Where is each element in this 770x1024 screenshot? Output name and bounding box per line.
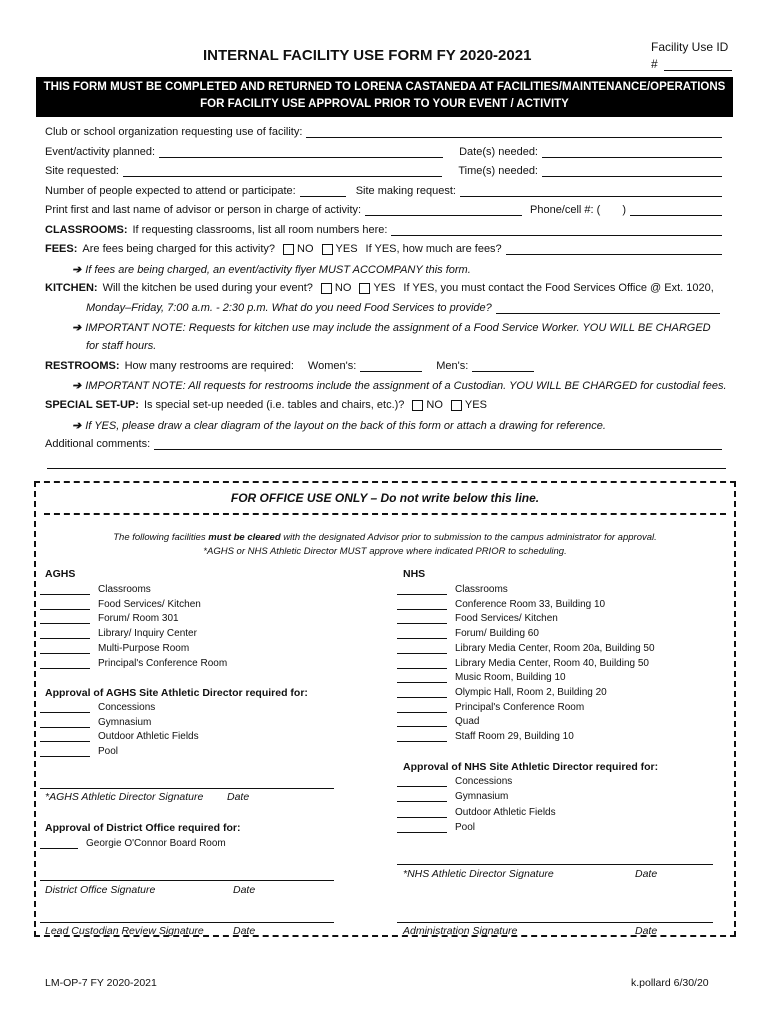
checklist-item[interactable] [40,643,189,654]
womens-label: Women's: [307,360,357,372]
checklist-blank[interactable] [40,658,90,669]
fees-input[interactable] [506,243,722,255]
fees-no-checkbox[interactable] [283,244,294,255]
aghs-title: AGHS [45,568,76,580]
dates-input[interactable] [542,146,722,158]
checklist-label: Gymnasium [455,791,509,803]
checklist-blank[interactable] [40,599,90,610]
checklist-item[interactable] [40,628,197,639]
setup-yes-checkbox[interactable] [451,400,462,411]
office-divider [44,513,726,515]
checklist-item[interactable] [397,613,558,624]
nhs-signature-line[interactable] [397,864,713,865]
checklist-blank[interactable] [397,807,447,818]
mens-label: Men's: [436,360,469,372]
checklist-label: Conference Room 33, Building 10 [455,598,606,610]
times-input[interactable] [542,165,722,177]
checklist-item[interactable] [40,658,227,669]
checklist-label: Library Media Center, Room 40, Building 50 [455,657,649,669]
kitchen-row [45,282,726,294]
checklist-blank[interactable] [397,776,447,787]
comments-line-2[interactable] [47,468,726,469]
checklist-label: Food Services/ Kitchen [455,613,558,625]
district-date-label: Date [233,884,256,896]
checklist-item[interactable] [397,776,512,787]
classrooms-row [45,224,726,236]
restrooms-text: How many restrooms are required: [124,360,294,372]
checklist-item[interactable] [397,672,566,683]
checklist-blank[interactable] [397,731,447,742]
fees-label: FEES: [45,243,78,255]
checklist-item[interactable] [397,628,539,639]
district-signature-label: District Office Signature [45,884,156,896]
aghs-athletic-title: Approval of AGHS Site Athletic Director required for: [45,687,308,699]
kitchen-yes-label: YES [373,282,396,294]
phone-close: ) [622,204,626,216]
checklist-label: Principal's Conference Room [98,657,228,669]
checklist-item[interactable] [397,702,584,713]
setup-row [45,399,726,411]
arrow-icon: ➔ [72,322,82,334]
nhs-title: NHS [403,568,426,580]
dates-label: Date(s) needed: [459,146,538,158]
kitchen-text: Will the kitchen be used during your event? [102,282,313,294]
nhs-athletic-title: Approval of NHS Site Athletic Director required for: [403,761,659,773]
kitchen-row-2 [86,302,726,314]
kitchen-label: KITCHEN: [45,282,98,294]
footer-form-code: LM-OP-7 FY 2020-2021 [45,977,157,989]
checklist-blank[interactable] [397,613,447,624]
fees-row [45,243,726,255]
custodian-date-label: Date [233,925,256,937]
checklist-blank[interactable] [40,717,90,728]
aghs-date-label: Date [227,791,250,803]
checklist-label: Pool [98,746,119,758]
checklist-blank[interactable] [397,716,447,727]
kitchen-no-label: NO [334,282,352,294]
office-note-1: The following facilities must be cleared with the designated Advisor prior to submission to the campus administrator for approval. [113,532,657,543]
facility-id-hash: # [651,57,658,71]
event-row [45,146,726,158]
checklist-blank[interactable] [397,791,447,802]
checklist-label: Library/ Inquiry Center [98,628,197,640]
site-making-label: Site making request: [355,185,456,197]
checklist-label: Forum/ Building 60 [455,628,539,640]
nhs-date-label: Date [635,868,658,880]
form-title: INTERNAL FACILITY USE FORM FY 2020-2021 [203,47,532,64]
checklist-item[interactable] [397,687,607,698]
checklist-blank[interactable] [397,702,447,713]
checklist-label: Library Media Center, Room 20a, Building 50 [455,642,655,654]
facility-id-field[interactable] [651,57,732,71]
admin-signature-line[interactable] [397,922,713,923]
checklist-label: Gymnasium [98,716,152,728]
kitchen-yes-text: If YES, you must contact the Food Services Office @ Ext. 1020, [403,282,714,294]
checklist-blank[interactable] [397,658,447,669]
phone-input[interactable] [630,204,722,216]
comments-field[interactable] [45,438,726,450]
site-input[interactable] [123,165,442,177]
advisor-input[interactable] [365,204,522,216]
kitchen-input[interactable] [496,302,720,314]
checklist-label: Multi-Purpose Room [98,642,190,654]
restrooms-note: ➔ IMPORTANT NOTE: All requests for restrooms include the assignment of a Custodian. YOU WILL BE CHARGED for custodial fees. [72,380,727,392]
arrow-icon: ➔ [72,380,82,392]
checklist-item[interactable] [40,613,179,624]
checklist-label: Concessions [98,702,156,713]
checklist-label: Outdoor Athletic Fields [98,731,199,743]
footer-revision: k.pollard 6/30/20 [631,977,709,989]
checklist-item[interactable] [397,584,508,595]
people-input[interactable] [300,185,346,197]
fees-note: ➔ If fees are being charged, an event/activity flyer MUST ACCOMPANY this form. [72,264,471,276]
checklist-item[interactable] [397,791,508,802]
checklist-blank[interactable] [397,822,447,833]
setup-yes-label: YES [464,399,487,411]
checklist-blank[interactable] [397,599,447,610]
advisor-label: Print first and last name of advisor or person in charge of activity: [45,204,362,216]
checklist-item[interactable] [40,584,151,595]
custodian-signature-label: Lead Custodian Review Signature [45,925,204,937]
checklist-item[interactable] [40,702,155,713]
nhs-signature-label: *NHS Athletic Director Signature [403,868,554,880]
event-input[interactable] [159,146,443,158]
checklist-blank[interactable] [40,731,90,742]
checklist-blank[interactable] [40,643,90,654]
setup-label: SPECIAL SET-UP: [45,399,139,411]
site-label: Site requested: [45,165,119,177]
instruction-banner [36,77,733,117]
admin-signature-label: Administration Signature [403,925,518,937]
checklist-label: Classrooms [455,584,508,595]
checklist-label: Concessions [455,776,513,787]
checklist-label: Olympic Hall, Room 2, Building 20 [455,686,607,698]
phone-label: Phone/cell #: ( [530,204,601,216]
banner-line-1: THIS FORM MUST BE COMPLETED AND RETURNED TO LORENA CASTANEDA AT FACILITIES/MAINTENANCE/OPERATIONS [43,81,726,93]
district-item[interactable]: Georgie O'Connor Board Room [40,838,226,849]
checklist-blank[interactable] [40,702,90,713]
site-making-input[interactable] [460,185,722,197]
people-label: Number of people expected to attend or participate: [45,185,296,197]
checklist-item[interactable] [397,731,574,742]
kitchen-yes-checkbox[interactable] [359,283,370,294]
checklist-item[interactable] [40,746,118,757]
setup-no-checkbox[interactable] [412,400,423,411]
classrooms-input[interactable] [391,224,722,236]
checklist-blank[interactable] [397,628,447,639]
checklist-label: Food Services/ Kitchen [98,598,201,610]
checklist-label: Outdoor Athletic Fields [455,806,556,818]
comments-label: Additional comments: [45,438,151,450]
classrooms-text: If requesting classrooms, list all room numbers here: [132,224,388,236]
kitchen-note-2: for staff hours. [86,340,157,352]
arrow-icon: ➔ [72,264,82,276]
checklist-label: Classrooms [98,584,151,595]
club-field[interactable] [45,126,726,138]
setup-text: Is special set-up needed (i.e. tables and chairs, etc.)? [143,399,405,411]
checklist-blank[interactable] [40,613,90,624]
classrooms-label: CLASSROOMS: [45,224,128,236]
checklist-label: Pool [455,821,476,833]
fees-yes-label: YES [335,243,358,255]
fees-howmuch-label: If YES, how much are fees? [365,243,502,255]
restrooms-label: RESTROOMS: [45,360,120,372]
setup-note: ➔ If YES, please draw a clear diagram of the layout on the back of this form or attach a drawing for reference. [72,420,606,432]
checklist-item[interactable] [40,599,201,610]
checklist-item[interactable] [397,716,479,727]
checklist-label: Staff Room 29, Building 10 [455,731,574,742]
district-blank[interactable] [40,838,78,849]
advisor-row [45,204,726,216]
checklist-label: Quad [455,716,480,728]
facility-id-label: Facility Use ID [651,40,729,54]
restrooms-row [45,360,726,372]
checklist-label: Music Room, Building 10 [455,672,566,684]
checklist-blank[interactable] [397,643,447,654]
fees-yes-checkbox[interactable] [322,244,333,255]
kitchen-line-2: Monday–Friday, 7:00 a.m. - 2:30 p.m. What do you need Food Services to provide? [86,302,492,314]
checklist-blank[interactable] [397,687,447,698]
checklist-blank[interactable] [397,584,447,595]
club-label: Club or school organization requesting use of facility: [45,126,303,138]
checklist-item[interactable] [397,822,475,833]
setup-no-label: NO [426,399,443,411]
site-row [45,165,726,177]
aghs-signature-line[interactable] [40,788,334,789]
checklist-label: Principal's Conference Room [455,701,585,713]
checklist-label: Forum/ Room 301 [98,613,179,625]
fees-text: Are fees being charged for this activity? [82,243,276,255]
custodian-signature-line[interactable] [40,922,334,923]
admin-date-label: Date [635,925,658,937]
banner-line-2: FOR FACILITY USE APPROVAL PRIOR TO YOUR EVENT / ACTIVITY [200,98,569,110]
checklist-item[interactable] [40,717,151,728]
womens-input[interactable] [360,360,422,372]
people-row [45,185,726,197]
times-label: Time(s) needed: [458,165,538,177]
checklist-blank[interactable] [40,584,90,595]
checklist-item[interactable] [397,807,556,818]
aghs-signature-label: *AGHS Athletic Director Signature [45,791,204,803]
checklist-blank[interactable] [40,628,90,639]
fees-no-label: NO [297,243,314,255]
checklist-blank[interactable] [397,672,447,683]
office-note-2: *AGHS or NHS Athletic Director MUST approve where indicated PRIOR to scheduling. [203,546,567,557]
checklist-blank[interactable] [40,746,90,757]
arrow-icon: ➔ [72,420,82,432]
checklist-item[interactable] [40,731,199,742]
checklist-item[interactable] [397,643,655,654]
checklist-item[interactable] [397,599,605,610]
district-title: Approval of District Office required for: [45,822,241,834]
checklist-item[interactable] [397,658,649,669]
mens-input[interactable] [472,360,534,372]
event-label: Event/activity planned: [45,146,156,158]
district-signature-line[interactable] [40,880,334,881]
kitchen-note: ➔ IMPORTANT NOTE: Requests for kitchen use may include the assignment of a Food Service Worker. YOU WILL BE CHARGED [72,322,711,334]
office-use-title: FOR OFFICE USE ONLY – Do not write below this line. [230,491,540,505]
kitchen-no-checkbox[interactable] [321,283,332,294]
